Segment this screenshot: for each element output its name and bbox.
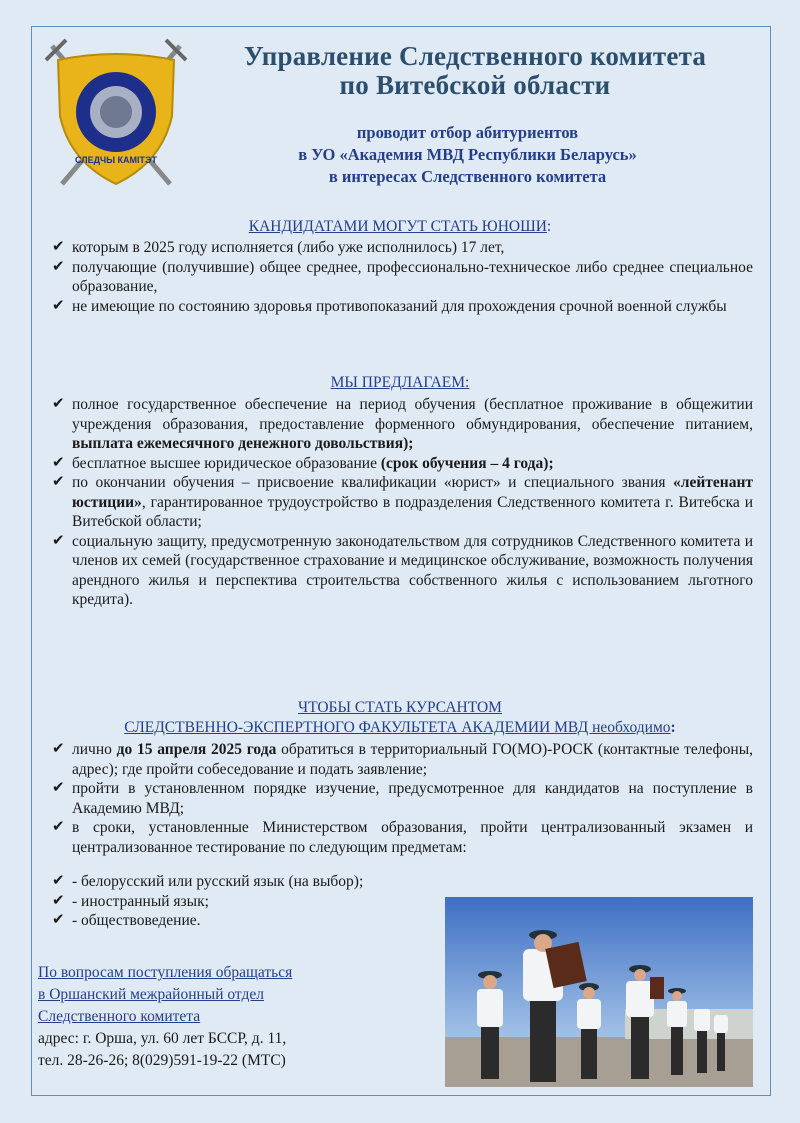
offer-item-bold: выплата ежемесячного денежного довольствия) bbox=[72, 435, 409, 452]
list-item bbox=[50, 258, 753, 297]
header-subtitle bbox=[190, 122, 745, 188]
cadet-title-2-text: СЛЕДСТВЕННО-ЭКСПЕРТНОГО ФАКУЛЬТЕТА АКАДЕМИИ МВД необходимо bbox=[124, 719, 671, 736]
list-item bbox=[50, 532, 753, 610]
check-icon: ✔ bbox=[52, 912, 65, 928]
emblem-text: СЛЕДЧЫ КАМІТЭТ bbox=[75, 155, 157, 165]
list-item bbox=[50, 779, 753, 818]
offer-item-bold: (срок обучения – 4 года) bbox=[380, 454, 549, 472]
list-item bbox=[50, 911, 430, 931]
subtitle-line-1: проводит отбор абитуриентов bbox=[356, 123, 579, 142]
offer-list bbox=[50, 395, 753, 610]
cadet-item-text: обратиться в территориальный ГО(МО)-РОСК (контактные телефоны, адрес); где пройти собеседование и подать заявление; bbox=[72, 741, 753, 778]
contact-line-3[interactable]: Следственного комитета bbox=[38, 1008, 201, 1025]
subtitle-line-2: в УО «Академия МВД Республики Беларусь» bbox=[298, 145, 637, 164]
check-icon: ✔ bbox=[52, 258, 65, 275]
offer-item-text: по окончании обучения – присвоение квалификации «юрист» и специального звания bbox=[72, 474, 674, 491]
list-item bbox=[50, 297, 753, 317]
check-icon: ✔ bbox=[52, 780, 65, 796]
candidate-item-text: которым в 2025 году исполняется (либо уже исполнилось) 17 лет, bbox=[72, 239, 505, 256]
list-item bbox=[50, 892, 430, 912]
check-icon: ✔ bbox=[52, 454, 65, 471]
offer-item-text: полное государственное обеспечение на период обучения (бесплатное проживание в общежитии учреждения образования, предоставление форменного обмундирования, обеспечение питанием, bbox=[72, 396, 753, 433]
subject-item-text: - обществоведение. bbox=[72, 912, 201, 929]
candidate-item-text: получающие (получившие) общее среднее, профессионально-техническое либо среднее специальное образование, bbox=[72, 258, 753, 295]
list-item bbox=[50, 454, 753, 474]
contact-link[interactable] bbox=[38, 962, 418, 1028]
check-icon: ✔ bbox=[52, 532, 65, 549]
address-line: адрес: г. Орша, ул. 60 лет БССР, д. 11, bbox=[38, 1030, 287, 1047]
offer-item-text: социальную защиту, предусмотренную законодательством для сотрудников Следственного комитета и членов их семей (государственное страхование и медицинское обслуживание, возможность получения арендного жилья и перспектива строительства собственного жилья с использованием льготного кредита). bbox=[72, 532, 753, 608]
contact-address bbox=[38, 1028, 418, 1072]
check-icon: ✔ bbox=[52, 239, 65, 255]
contact-line-2[interactable]: в Оршанский межрайонный отдел bbox=[38, 986, 264, 1003]
subjects-list bbox=[50, 872, 430, 931]
list-item bbox=[50, 238, 753, 258]
list-item bbox=[50, 395, 753, 454]
title-line-1: Управление Следственного комитета bbox=[243, 41, 707, 71]
subject-item-text: - белорусский или русский язык (на выбор); bbox=[72, 873, 364, 890]
cadet-item-text: в сроки, установленные Министерством образования, пройти централизованный экзамен и централизованное тестирование по следующим предметам: bbox=[72, 819, 753, 856]
cadet-section-title-2 bbox=[40, 718, 760, 737]
candidates-section-title bbox=[40, 217, 760, 236]
list-item bbox=[50, 473, 753, 532]
cadet-item-text: лично bbox=[72, 741, 117, 758]
check-icon: ✔ bbox=[52, 873, 65, 889]
phone-line: тел. 28-26-26; 8(029)591-19-22 (МТС) bbox=[38, 1052, 286, 1069]
title-line-2: по Витебской области bbox=[339, 70, 611, 100]
list-item bbox=[50, 872, 430, 892]
header-title bbox=[190, 42, 760, 100]
offer-item-punct: ; bbox=[548, 454, 554, 472]
check-icon: ✔ bbox=[52, 474, 65, 490]
check-icon: ✔ bbox=[52, 741, 65, 757]
check-icon: ✔ bbox=[52, 297, 65, 314]
subject-item-text: - иностранный язык; bbox=[72, 892, 209, 910]
offer-item-text: бесплатное высшее юридическое образование bbox=[72, 454, 381, 472]
cadets-oath-photo bbox=[445, 897, 753, 1087]
list-item bbox=[50, 740, 753, 779]
offer-item-bold: «лейтенант юстиции» bbox=[72, 474, 753, 511]
cadet-item-bold: до 15 апреля 2025 года bbox=[116, 741, 277, 758]
check-icon: ✔ bbox=[52, 892, 65, 909]
check-icon: ✔ bbox=[52, 396, 65, 412]
list-item bbox=[50, 818, 753, 857]
candidates-list bbox=[50, 238, 753, 316]
candidates-title-text: КАНДИДАТАМИ МОГУТ СТАТЬ ЮНОШИ bbox=[248, 218, 547, 235]
candidates-title-colon: : bbox=[546, 218, 552, 235]
cadet-title-2-colon: : bbox=[670, 719, 676, 736]
offer-section-title: МЫ ПРЕДЛАГАЕМ: bbox=[330, 374, 470, 391]
cadet-list bbox=[50, 740, 753, 857]
cadet-section-title-1: ЧТОБЫ СТАТЬ КУРСАНТОМ bbox=[298, 699, 502, 716]
offer-item-text: , гарантированное трудоустройство в подразделения Следственного комитета г. Витебска и Витебской области; bbox=[72, 493, 753, 530]
cadet-item-text: пройти в установленном порядке изучение, предусмотренное для кандидатов на поступление в Академию МВД; bbox=[72, 780, 753, 817]
subtitle-line-3: в интересах Следственного комитета bbox=[328, 167, 607, 186]
candidate-item-text: не имеющие по состоянию здоровья противопоказаний для прохождения срочной военной службы bbox=[72, 297, 727, 315]
offer-item-punct: ; bbox=[408, 435, 414, 452]
contact-line-1[interactable]: По вопросам поступления обращаться bbox=[38, 964, 293, 981]
check-icon: ✔ bbox=[52, 819, 65, 835]
investigative-committee-emblem bbox=[42, 38, 190, 190]
